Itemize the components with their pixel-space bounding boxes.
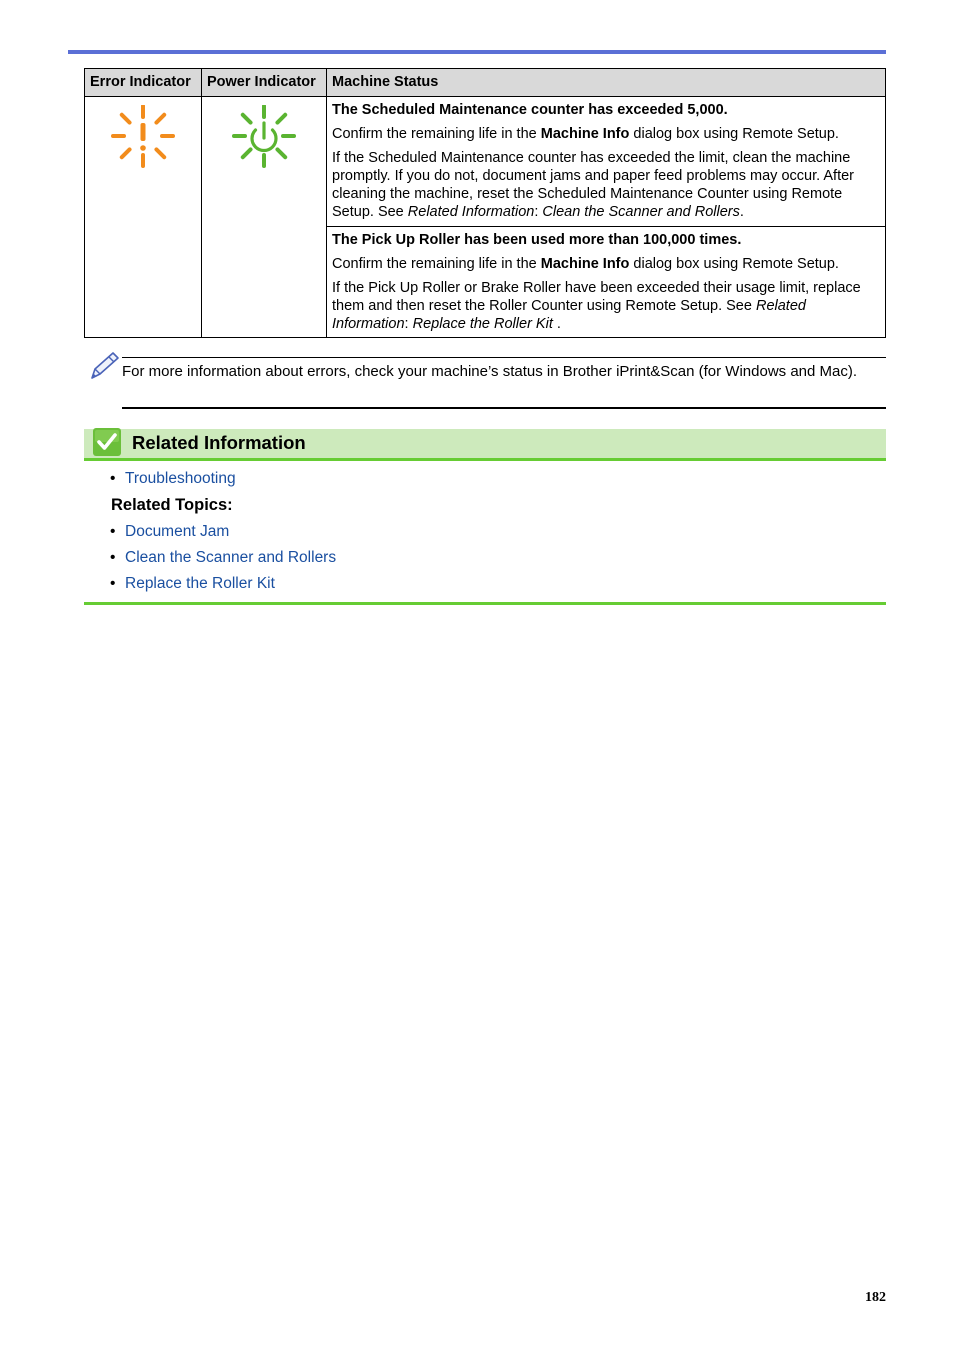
machine-info-label: Machine Info [540,256,630,272]
link-troubleshooting[interactable]: Troubleshooting [125,470,236,487]
text: Confirm the remaining life in the [332,126,541,142]
led-ray [277,115,285,123]
error-led-blinking-icon [108,105,178,171]
machine-status-cell [327,97,886,227]
link-document-jam[interactable]: Document Jam [125,523,230,540]
text: dialog box using Remote Setup. [629,126,839,142]
machine-info-label: Machine Info [540,126,630,142]
text: Confirm the remaining life in the [332,256,541,272]
top-rule [68,50,886,54]
note-text: For more information about errors, check your machine’s status in Brother iPrint&Scan (for Windows and Mac). [122,363,858,380]
led-ray [156,149,164,157]
link-replace-roller-kit[interactable]: Replace the Roller Kit [125,575,275,592]
led-ray [243,115,251,123]
topic-ref: Clean the Scanner and Rollers [542,204,740,220]
note-rule-top [122,357,886,358]
related-info-ref: Related Information [332,298,806,332]
bullet: • [110,470,116,487]
led-ray [122,115,130,123]
status-title: The Scheduled Maintenance counter has exceeded 5,000. [332,102,728,118]
page-number: 182 [865,1290,886,1305]
list-item [110,522,336,542]
note-rule-bottom [122,407,886,409]
header-error-indicator: Error Indicator [85,69,202,97]
bottom-rule [84,602,886,605]
error-indicator-cell [85,97,202,338]
list-item [110,574,336,594]
related-topics-list [110,522,336,594]
status-paragraph [332,149,880,221]
link-clean-scanner-rollers[interactable]: Clean the Scanner and Rollers [125,549,337,566]
table-row [85,97,886,227]
status-paragraph [332,279,880,333]
related-info-ref: Related Information [407,204,535,220]
text: . [739,204,744,220]
led-ray [156,115,164,123]
power-indicator-cell [202,97,327,338]
bullet: • [110,549,116,566]
note-box [84,350,886,408]
status-paragraph [332,255,880,273]
table-header-row [85,69,886,97]
text: : [404,316,413,332]
text: If the Scheduled Maintenance counter has exceeded the limit, clean the machine promptly. If you do not, document jams and paper feed problems may occur. After cleaning the machine, reset the Scheduled Maintenance Counter using Remote Setup. See [332,150,854,220]
checkmark-icon [92,427,122,457]
related-information-header [84,429,886,461]
header-machine-status: Machine Status [327,69,886,97]
topic-ref: Replace the Roller Kit [412,316,553,332]
led-ray [277,149,285,157]
text: If the Pick Up Roller or Brake Roller have been exceeded their usage limit, replace them and then reset the Roller Counter using Remote Setup. See [332,280,861,314]
status-paragraph [332,125,880,143]
related-topics-label: Related Topics: [111,496,233,514]
text: : [534,204,543,220]
status-title: The Pick Up Roller has been used more than 100,000 times. [332,232,742,248]
status-table [84,68,886,338]
related-information-title: Related Information [132,432,306,453]
list-item [110,548,336,568]
list-item [110,469,236,489]
bullet: • [110,575,116,592]
led-ray [243,149,251,157]
text: . [552,316,561,332]
header-power-indicator: Power Indicator [202,69,327,97]
related-links-list [110,469,236,489]
led-ray [122,149,130,157]
pencil-note-icon [86,350,120,382]
machine-status-cell [327,227,886,338]
bullet: • [110,523,116,540]
power-led-blinking-icon [229,105,299,171]
text: dialog box using Remote Setup. [629,256,839,272]
